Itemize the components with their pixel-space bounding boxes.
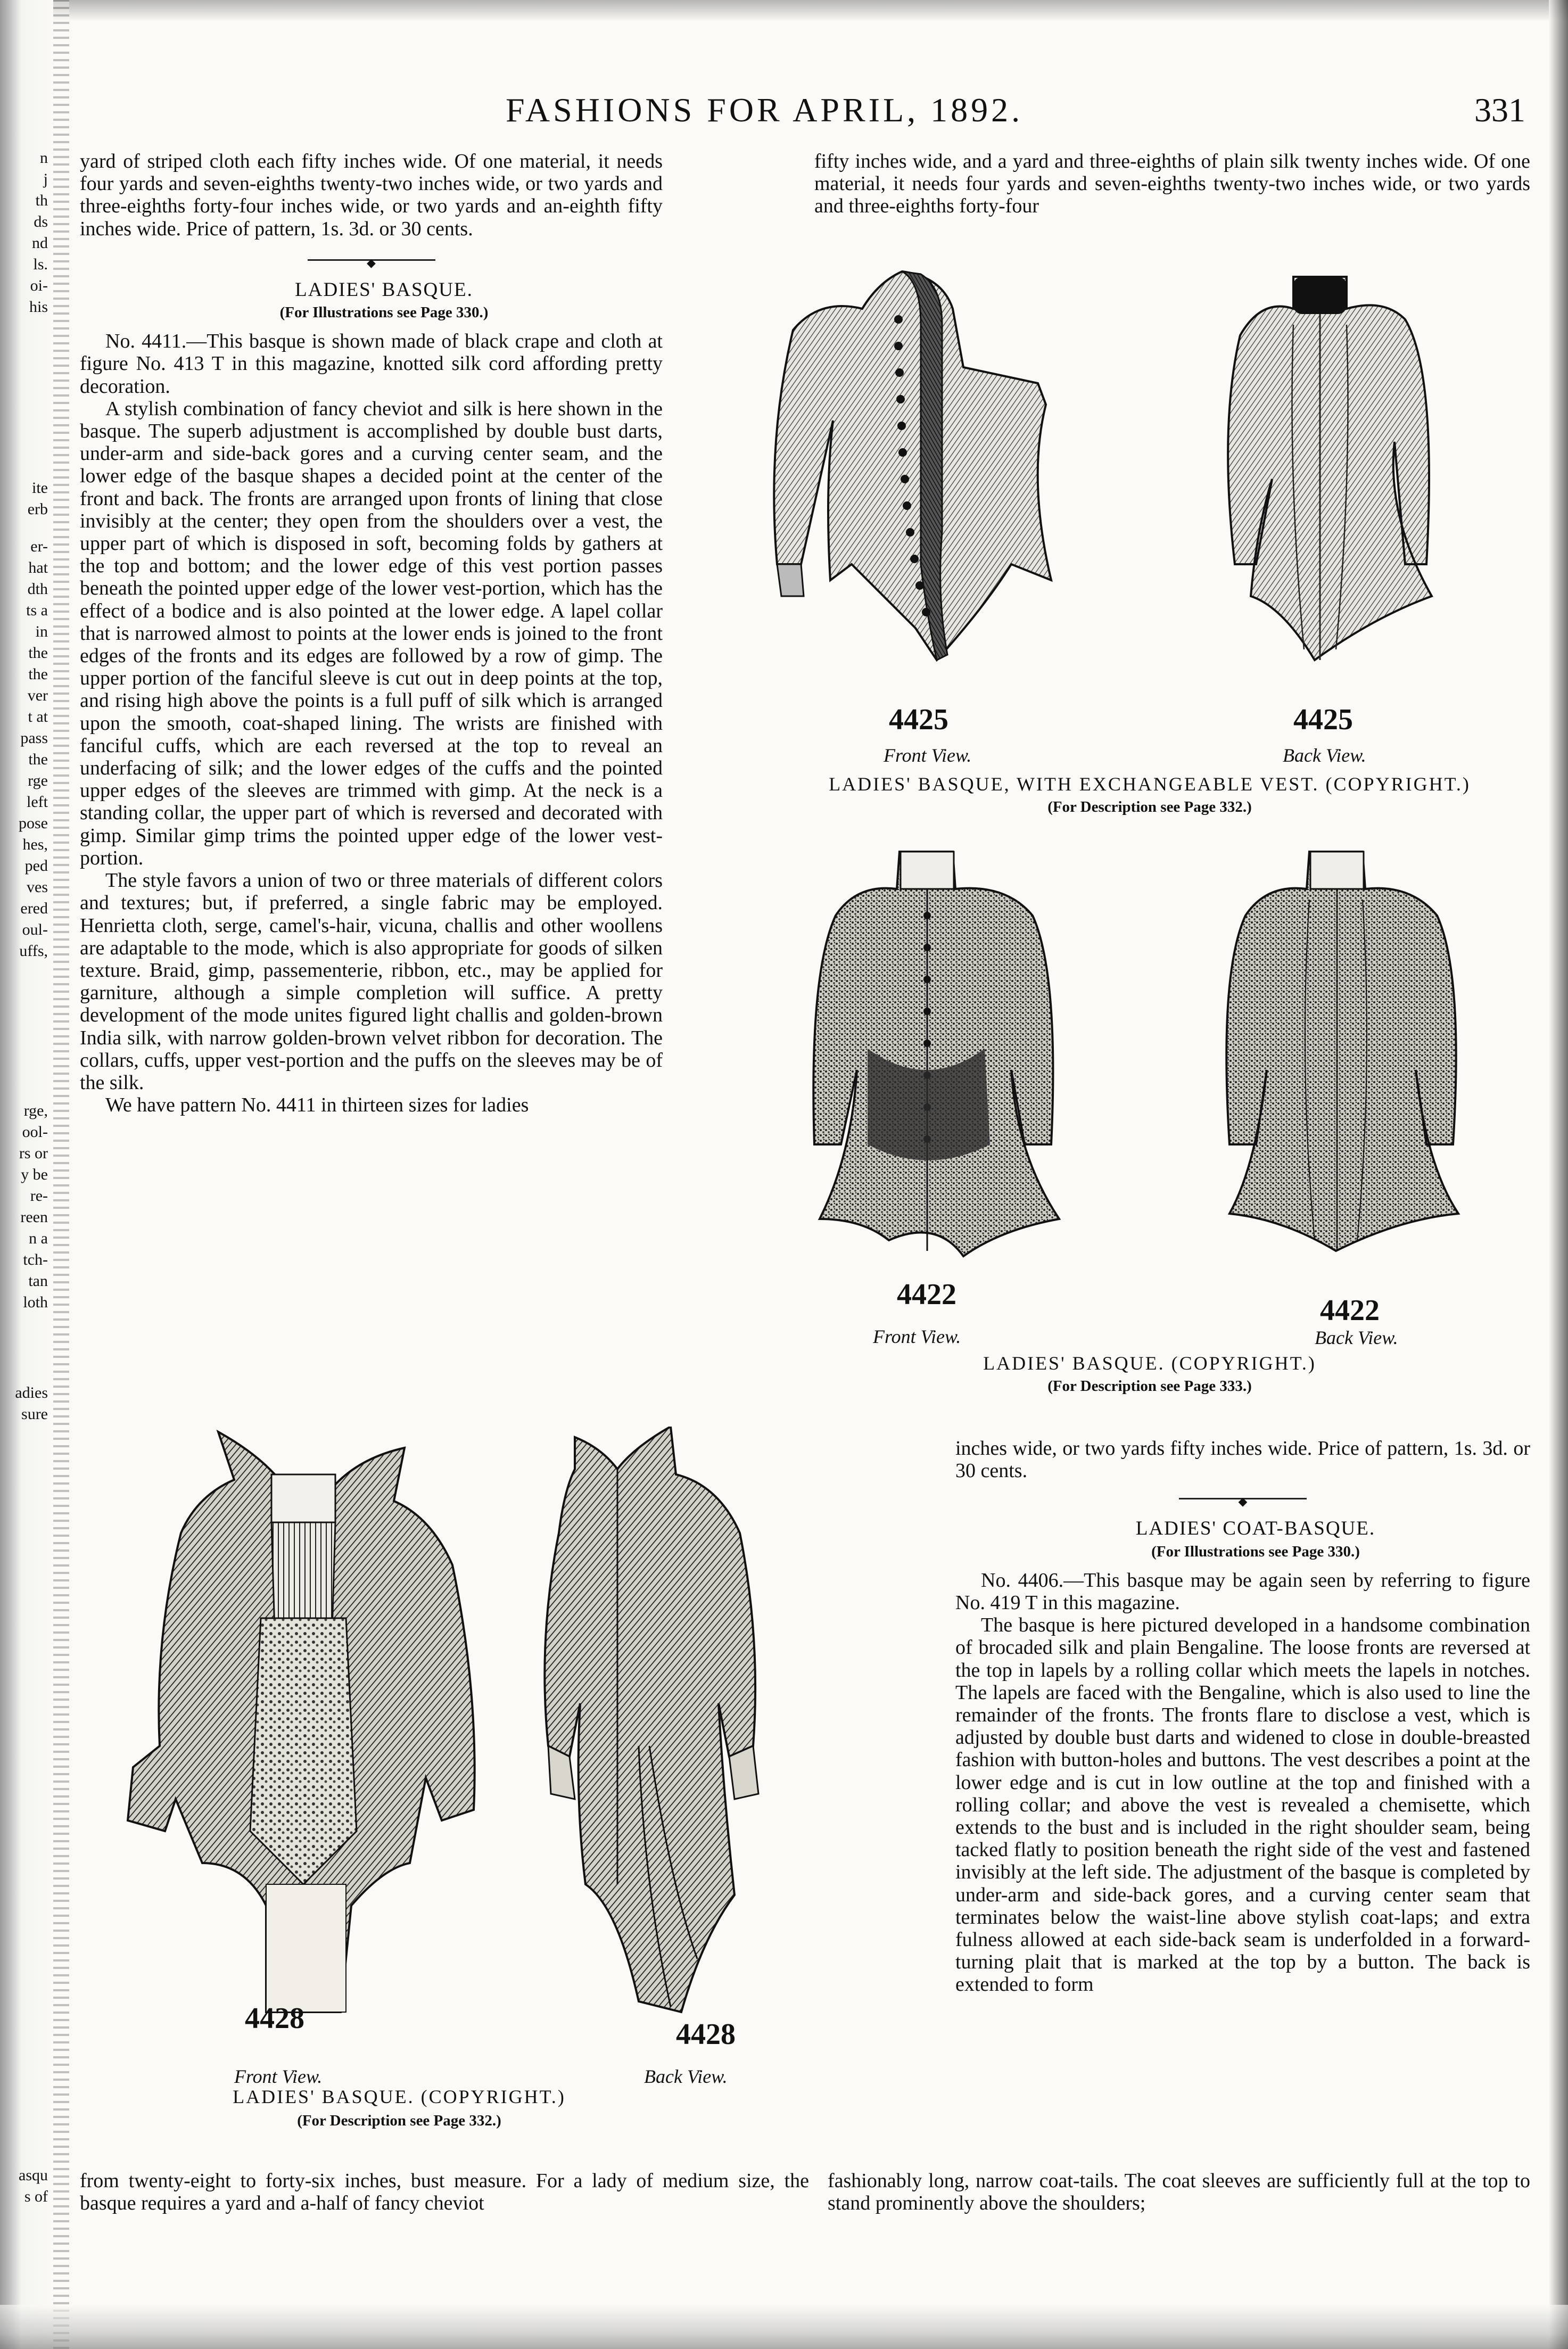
view-label: Back View. (1283, 745, 1366, 766)
column-2-mid (955, 1437, 1530, 1996)
margin-fragment: ts a (26, 601, 48, 619)
paragraph: A stylish combination of fancy cheviot and silk is here shown in the basque. The superb adjustment is accomplished by double bust darts, under-arm and side-back gores and a curving center seam, and the lower edge of the basque shapes a decided point at the center of the front and back. The fronts are arranged upon fronts of lining that close invisibly at the center; they open from the shoulders over a vest, the upper part of which is disposed in soft, becoming folds by gathers at the top and bottom; and the lower edge of this vest portion passes beneath the pointed upper edge of the lower vest-portion, which has the effect of a bodice and is also pointed at the lower edge. A lapel collar that is narrowed almost to points at the lower ends is joined to the front edges of the fronts and its edges are followed by a row of gimp. The upper portion of the fanciful sleeve is cut out in deep points at the top, and rising high above the points is a full puff of silk which is arranged upon the smooth, coat-shaped lining. The wrists are finished with fanciful cuffs, which are each reversed at the top to reveal an underfacing of silk; and the lower edges of the cuffs and the pointed upper edges of the sleeves are trimmed with gimp. At the neck is a standing collar, the upper part of which is reversed and decorated with gimp. Similar gimp trims the pointed upper edge of the lower vest-portion. (80, 397, 663, 869)
margin-fragment: asqu (19, 2166, 48, 2184)
margin-fragment: the (28, 665, 48, 683)
basque-4428-front-view (128, 1432, 475, 2012)
basque-4428-illustration (106, 1427, 841, 2028)
figure-number: 4422 (897, 1278, 956, 1311)
basque-4422-illustration (761, 846, 1538, 1283)
page-top-edge (0, 0, 1568, 21)
figure-number: 4425 (1293, 703, 1353, 736)
margin-fragment: ver (27, 687, 48, 704)
figure-4428-caption (106, 2001, 841, 2161)
page-bottom-edge (0, 2305, 1568, 2349)
view-label: Front View. (884, 745, 972, 766)
view-label: Front View. (873, 1326, 961, 1347)
margin-fragment: the (28, 751, 48, 768)
page-right-edge (1549, 0, 1568, 2349)
margin-fragment: tch- (23, 1251, 48, 1268)
margin-fragment: loth (23, 1293, 48, 1311)
margin-fragment: pass (20, 729, 48, 747)
margin-fragment: erb (27, 500, 48, 518)
margin-fragment: rge, (23, 1102, 48, 1119)
margin-fragment: reen (20, 1208, 48, 1226)
paragraph: No. 4406.—This basque may be again seen by referring to figure No. 419 T in this magazine. (955, 1569, 1530, 1614)
figure-number: 4428 (676, 2018, 736, 2051)
basque-4425-front-view (774, 271, 1051, 660)
margin-fragment: in (35, 623, 48, 640)
column-2-top (814, 150, 1530, 218)
margin-fragment: left (27, 793, 48, 811)
figure-subtitle: (For Description see Page 332.) (297, 2112, 501, 2129)
column-2-bottom (828, 2170, 1530, 2214)
column-1-bottom (80, 2170, 809, 2214)
page-number: 331 (1474, 91, 1525, 129)
section-heading: LADIES' BASQUE. (295, 278, 473, 301)
margin-fragment: n a (29, 1230, 48, 1247)
basque-4425-back-view (1228, 277, 1432, 660)
margin-fragment: re- (30, 1187, 48, 1205)
margin-fragment: pose (19, 814, 48, 832)
margin-fragment: ite (32, 479, 48, 497)
margin-fragment: sure (21, 1405, 48, 1423)
view-label: Front View. (234, 2066, 323, 2087)
figure-4425-caption (761, 703, 1538, 841)
margin-fragment: t at (28, 708, 48, 726)
continued-paragraph: fashionably long, narrow coat-tails. The coat sleeves are sufficiently full at the top to stand prominently above the shoulders; (828, 2170, 1530, 2215)
paragraph: The basque is here pictured developed in a handsome combination of brocaded silk and plain Bengaline. The loose fronts are reversed at the top in lapels by a rolling collar which meets the lapels in notches. The lapels are faced with the Bengaline, which is also used to line the remainder of the fronts. The fronts flare to disclose a vest, which is adjusted by double bust darts and widened to close in double-breasted fashion with button-holes and buttons. The vest describes a point at the lower edge and is cut in low outline at the top and finished with a rolling collar; and above the vest is revealed a chemisette, which extends to the bust and is included in the right shoulder seam, being tacked flatly to position beneath the right side of the vest and fastened invisibly at the left side. The adjustment of the basque is completed by under-arm and side-back gores, and a curving center seam that terminates below the waist-line above stylish coat-laps; and extra fulness allowed at each side-back seam is underfolded in a forward-turning plait that is marked at the top by a button. The back is extended to form (955, 1614, 1530, 1996)
section-subheading: (For Illustrations see Page 330.) (279, 304, 489, 322)
view-label: Back View. (644, 2066, 728, 2087)
continued-paragraph: inches wide, or two yards fifty inches wide. Price of pattern, 1s. 3d. or 30 cents. (955, 1437, 1530, 1482)
margin-fragment: the (28, 644, 48, 662)
continued-paragraph: fifty inches wide, and a yard and three-eighths of plain silk twenty inches wide. Of one material, it needs four yards and seven-eighths twenty-two inches wide, or two yards and three-eighths forty-four (814, 150, 1530, 218)
margin-fragment: his (29, 298, 48, 316)
binding-gutter (53, 0, 69, 2349)
section-heading: LADIES' COAT-BASQUE. (1135, 1518, 1376, 1540)
margin-fragment: adies (15, 1384, 48, 1402)
margin-fragment: tan (28, 1272, 48, 1290)
basque-4422-back-view (1226, 852, 1458, 1251)
section-subheading: (For Illustrations see Page 330.) (1151, 1543, 1360, 1560)
margin-fragment: y be (21, 1166, 48, 1183)
margin-fragment: hes, (22, 836, 48, 853)
margin-fragment: ool- (22, 1123, 48, 1141)
figure-number: 4428 (245, 2002, 304, 2035)
view-label: Back View. (1315, 1327, 1398, 1348)
margin-fragment: ls. (33, 255, 48, 273)
figure-title: LADIES' BASQUE. (COPYRIGHT.) (983, 1353, 1316, 1374)
margin-fragment: er- (30, 538, 48, 555)
column-1 (80, 150, 663, 1116)
margin-fragment: hat (28, 559, 48, 576)
figure-title: LADIES' BASQUE. (COPYRIGHT.) (233, 2086, 566, 2107)
margin-fragment: rs or (19, 1144, 48, 1162)
section-divider (1179, 1498, 1307, 1499)
margin-fragment: dth (27, 580, 48, 598)
margin-fragment: j (43, 170, 48, 188)
figure-subtitle: (For Description see Page 333.) (1047, 1378, 1252, 1395)
paragraph: We have pattern No. 4411 in thirteen sizes for ladies (105, 1094, 529, 1117)
figure-title: LADIES' BASQUE, WITH EXCHANGEABLE VEST. (COPYRIGHT.) (829, 773, 1471, 795)
margin-fragment: rge (28, 772, 48, 789)
margin-fragment: oul- (22, 921, 48, 938)
figure-subtitle: (For Description see Page 332.) (1047, 798, 1252, 815)
margin-fragment: ped (24, 857, 48, 875)
page-title: FASHIONS FOR APRIL, 1892. (506, 91, 1024, 129)
margin-fragment: ds (34, 213, 48, 230)
basque-4425-illustration (761, 266, 1538, 724)
figure-number: 4422 (1320, 1294, 1380, 1327)
figure-number: 4425 (889, 703, 948, 736)
margin-fragment: th (35, 192, 48, 209)
margin-fragment: s of (24, 2188, 48, 2205)
paragraph: No. 4411.—This basque is shown made of black crape and cloth at figure No. 413 T in this magazine, knotted silk cord affording pretty decoration. (80, 330, 663, 398)
margin-fragment: ered (20, 900, 48, 917)
margin-fragment: ves (27, 878, 48, 896)
paragraph: The style favors a union of two or three materials of different colors and textures; but, if preferred, a single fabric may be employed. Henrietta cloth, serge, camel's-hair, vicuna, challis and other woollens are adaptable to the mode, which is also appropriate for goods of silken texture. Braid, gimp, passementerie, ribbon, etc., may be applied for garniture, although a simple completion will suffice. A pretty development of the mode unites figured light challis and golden-brown India silk, with narrow golden-brown velvet ribbon for decoration. The collars, cuffs, upper vest-portion and the puffs on the sleeves may be of the silk. (80, 869, 663, 1094)
margin-fragment: oi- (30, 277, 48, 294)
figure-4422-caption (761, 1277, 1538, 1400)
page-header (0, 90, 1568, 138)
margin-fragment: nd (32, 234, 48, 252)
basque-4428-back-view (544, 1427, 758, 2012)
continued-paragraph: from twenty-eight to forty-six inches, bust measure. For a lady of medium size, the basque requires a yard and a-half of fancy cheviot (80, 2170, 809, 2215)
continued-paragraph: yard of striped cloth each fifty inches wide. Of one material, it needs four yards and seven-eighths twenty-two inches wide, or two yards and three-eighths forty-four inches wide, or two yards and an-eighth fifty inches wide. Price of pattern, 1s. 3d. or 30 cents. (80, 150, 663, 240)
margin-fragment: n (40, 149, 48, 167)
basque-4422-front-view (813, 852, 1059, 1256)
margin-fragment: uffs, (19, 942, 48, 960)
section-divider (308, 259, 435, 261)
